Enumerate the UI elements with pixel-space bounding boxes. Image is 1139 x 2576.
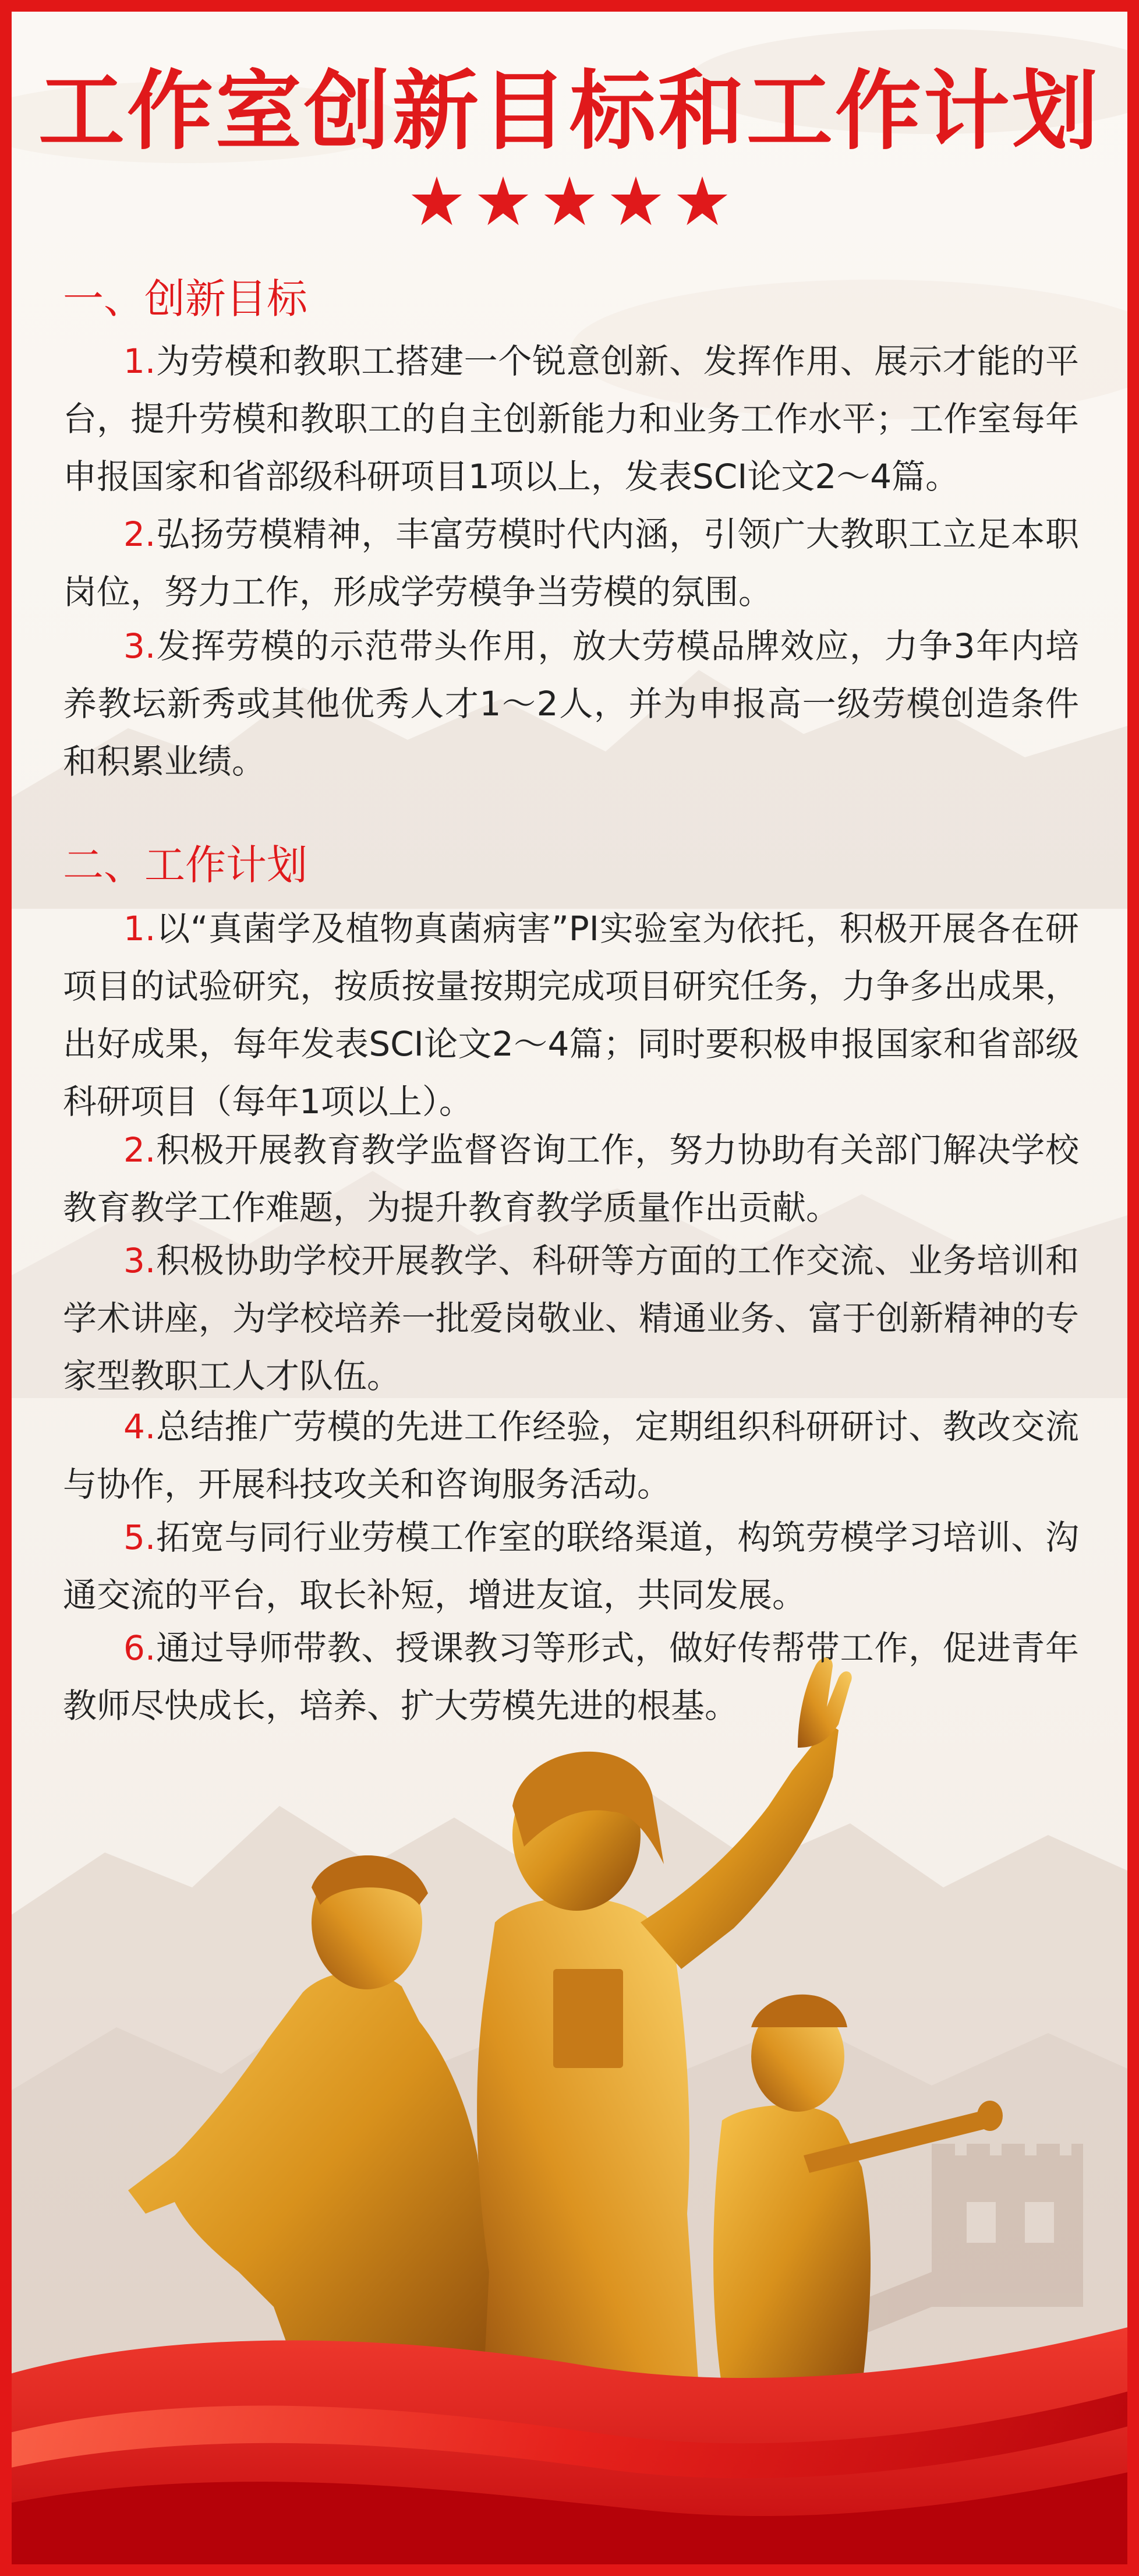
item-text: 积极开展教育教学监督咨询工作，努力协助有关部门解决学校教育教学工作难题，为提升教育教学质量作出贡献。 — [63, 1130, 1079, 1227]
goal-item-1 — [63, 333, 1079, 506]
star-icon — [543, 175, 596, 228]
item-number: 4. — [123, 1407, 156, 1446]
star-icon — [476, 175, 530, 228]
item-number: 2. — [123, 514, 156, 554]
item-number: 6. — [123, 1628, 156, 1668]
item-number: 3. — [123, 626, 156, 666]
item-number: 3. — [123, 1241, 156, 1280]
plan-item-4 — [63, 1398, 1079, 1513]
item-text: 通过导师带教、授课教习等形式，做好传帮带工作，促进青年教师尽快成长，培养、扩大劳模先进的根基。 — [63, 1628, 1079, 1725]
item-text: 积极协助学校开展教学、科研等方面的工作交流、业务培训和学术讲座，为学校培养一批爱岗敬业、精通业务、富于创新精神的专家型教职工人才队伍。 — [63, 1241, 1079, 1396]
item-text: 发挥劳模的示范带头作用，放大劳模品牌效应，力争3年内培养教坛新秀或其他优秀人才1～2人，并为申报高一级劳模创造条件和积累业绩。 — [63, 626, 1079, 781]
item-text: 弘扬劳模精神，丰富劳模时代内涵，引领广大教职工立足本职岗位，努力工作，形成学劳模争当劳模的氛围。 — [63, 514, 1079, 612]
item-text: 以“真菌学及植物真菌病害”PI实验室为依托，积极开展各在研项目的试验研究，按质按量按期完成项目研究任务，力争多出成果，出好成果，每年发表SCI论文2～4篇；同时要积极申报国家和省部级科研项目（每年1项以上）。 — [63, 909, 1079, 1121]
item-text: 总结推广劳模的先进工作经验，定期组织科研研讨、教改交流与协作，开展科技攻关和咨询服务活动。 — [63, 1407, 1079, 1504]
star-row — [0, 175, 1139, 228]
goal-item-2 — [63, 506, 1079, 621]
plan-item-6 — [63, 1619, 1079, 1735]
section-heading-work-plan: 二、工作计划 — [63, 841, 307, 889]
plan-item-5 — [63, 1509, 1079, 1624]
star-icon — [609, 175, 663, 228]
item-number: 1. — [123, 341, 156, 381]
item-text: 为劳模和教职工搭建一个锐意创新、发挥作用、展示才能的平台，提升劳模和教职工的自主创新能力和业务工作水平；工作室每年申报国家和省部级科研项目1项以上，发表SCI论文2～4篇。 — [63, 341, 1079, 496]
item-number: 5. — [123, 1518, 156, 1557]
item-text: 拓宽与同行业劳模工作室的联络渠道，构筑劳模学习培训、沟通交流的平台，取长补短，增进友谊，共同发展。 — [63, 1518, 1079, 1615]
section-heading-innovation-goals: 一、创新目标 — [63, 275, 307, 323]
plan-item-3 — [63, 1232, 1079, 1405]
plan-item-1 — [63, 900, 1079, 1131]
star-icon — [675, 175, 729, 228]
page-title: 工作室创新目标和工作计划 — [38, 61, 1101, 161]
item-number: 2. — [123, 1130, 156, 1170]
goal-item-3 — [63, 617, 1079, 791]
item-number: 1. — [123, 909, 156, 948]
plan-item-2 — [63, 1121, 1079, 1237]
star-icon — [410, 175, 464, 228]
